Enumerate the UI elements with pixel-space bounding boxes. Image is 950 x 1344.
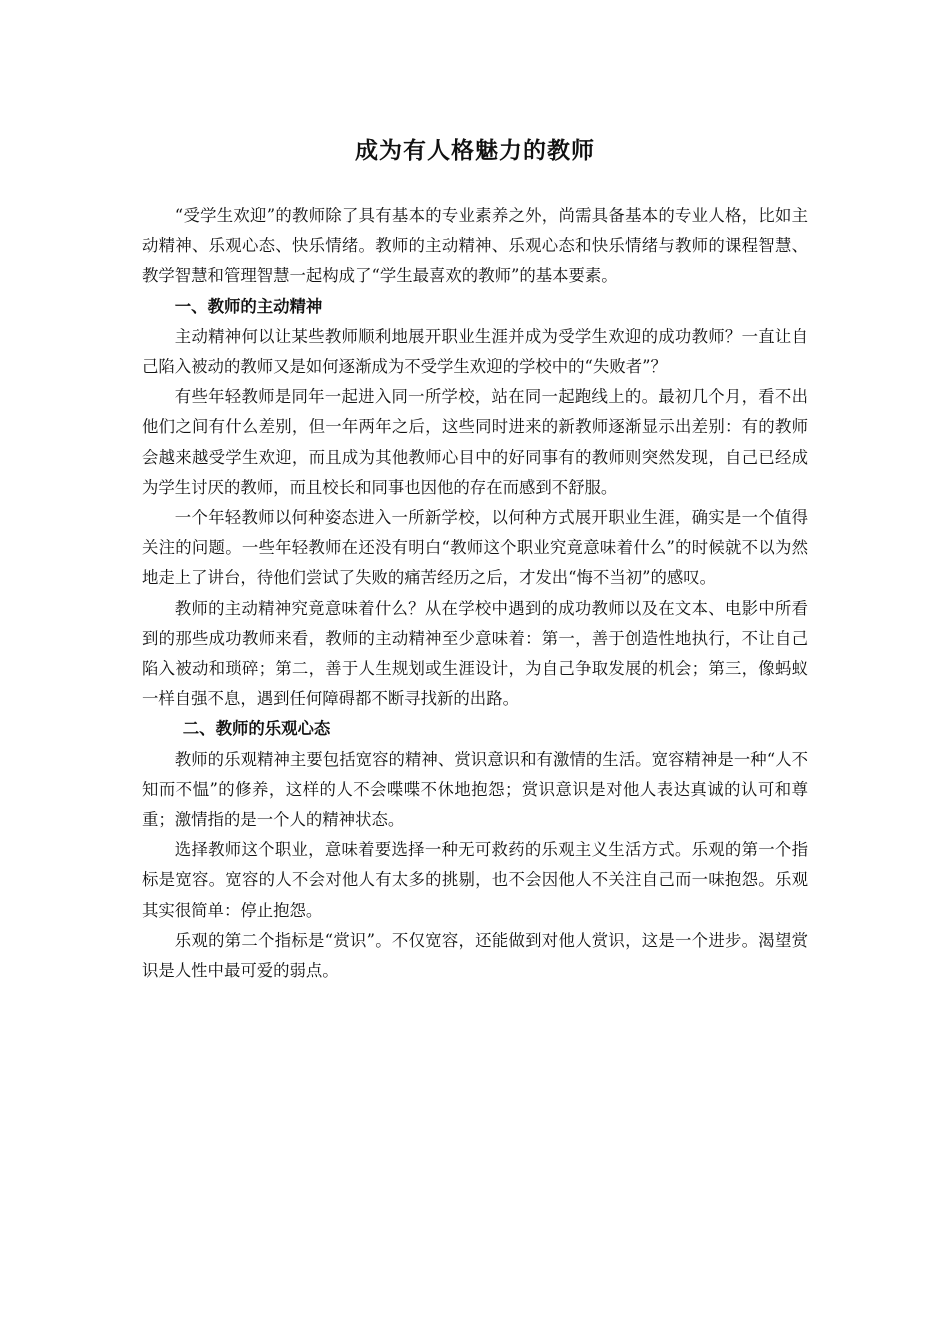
- document-body: [142, 201, 808, 986]
- paragraph: 主动精神何以让某些教师顺利地展开职业生涯并成为受学生欢迎的成功教师？一直让自己陷入被动的教师又是如何逐渐成为不受学生欢迎的学校中的“失败者”？: [142, 326, 808, 377]
- section-heading: 一、教师的主动精神: [174, 296, 323, 316]
- document-title: 成为有人格魅力的教师: [355, 138, 595, 164]
- paragraph: 乐观的第二个指标是“赏识”。不仅宽容，还能做到对他人赏识，这是一个进步。渴望赏识是人性中最可爱的弱点。: [142, 930, 808, 981]
- paragraph: 教师的主动精神究竟意味着什么？从在学校中遇到的成功教师以及在文本、电影中所看到的那些成功教师来看，教师的主动精神至少意味着：第一，善于创造性地执行，不让自己陷入被动和琐碎；第二，善于人生规划或生涯设计，为自己争取发展的机会；第三，像蚂蚁一样自强不息，遇到任何障碍都不断寻找新的出路。: [142, 598, 808, 709]
- paragraph: 一个年轻教师以何种姿态进入一所新学校，以何种方式展开职业生涯，确实是一个值得关注的问题。一些年轻教师在还没有明白“教师这个职业究竟意味着什么”的时候就不以为然地走上了讲台，待他们尝试了失败的痛苦经历之后，才发出“悔不当初”的感叹。: [142, 508, 808, 588]
- paragraph: “受学生欢迎”的教师除了具有基本的专业素养之外，尚需具备基本的专业人格，比如主动精神、乐观心态、快乐情绪。教师的主动精神、乐观心态和快乐情绪与教师的课程智慧、教学智慧和管理智慧一起构成了“学生最喜欢的教师”的基本要素。: [142, 206, 808, 286]
- paragraph: 选择教师这个职业，意味着要选择一种无可救药的乐观主义生活方式。乐观的第一个指标是宽容。宽容的人不会对他人有太多的挑剔，也不会因他人不关注自己而一味抱怨。乐观其实很简单：停止抱怨。: [142, 840, 808, 920]
- paragraph: 有些年轻教师是同年一起进入同一所学校，站在同一起跑线上的。最初几个月，看不出他们之间有什么差别，但一年两年之后，这些同时进来的新教师逐渐显示出差别：有的教师会越来越受学生欢迎，而且成为其他教师心目中的好同事有的教师则突然发现，自己已经成为学生讨厌的教师，而且校长和同事也因他的存在而感到不舒服。: [142, 387, 808, 497]
- paragraph: 教师的乐观精神主要包括宽容的精神、赏识意识和有激情的生活。宽容精神是一种“人不知而不愠”的修养，这样的人不会喋喋不休地抱怨；赏识意识是对他人表达真诚的认可和尊重；激情指的是一个人的精神状态。: [142, 749, 808, 830]
- section-heading: 二、教师的乐观心态: [182, 719, 331, 739]
